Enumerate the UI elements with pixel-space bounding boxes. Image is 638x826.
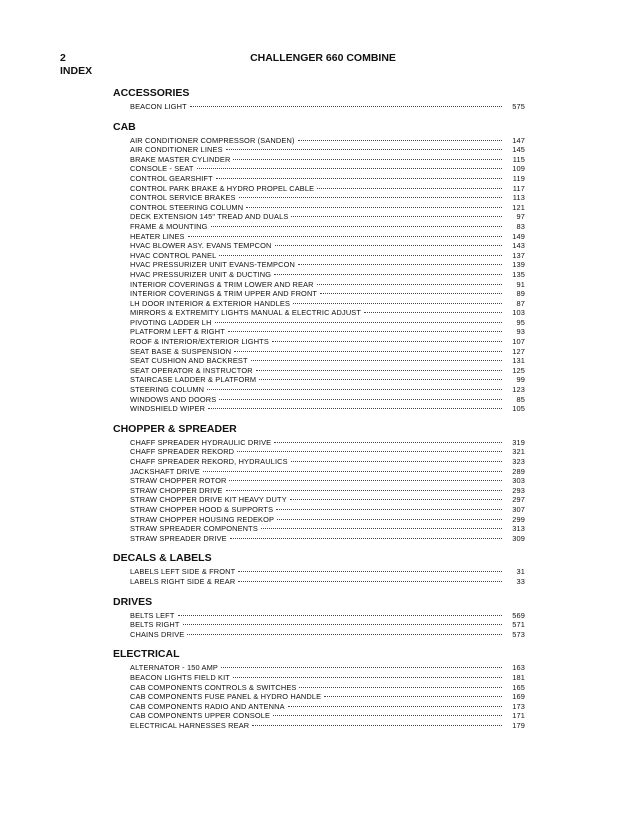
dot-leader (274, 274, 502, 275)
index-entry[interactable] (130, 222, 525, 232)
entry-label: HVAC CONTROL PANEL (130, 250, 217, 260)
index-entry[interactable] (130, 438, 525, 448)
dot-leader (324, 696, 502, 697)
index-section (113, 87, 525, 112)
entry-label: SEAT OPERATOR & INSTRUCTOR (130, 365, 253, 375)
entry-label: BRAKE MASTER CYLINDER (130, 154, 231, 164)
index-entry[interactable] (130, 457, 525, 467)
dot-leader (226, 490, 502, 491)
dot-leader (299, 687, 502, 688)
index-entry[interactable] (130, 467, 525, 477)
index-entry[interactable] (130, 611, 525, 621)
dot-leader (215, 322, 502, 323)
entry-page-number: 121 (512, 202, 525, 212)
index-entry[interactable] (130, 673, 525, 683)
entry-page-number: 303 (512, 476, 525, 486)
index-entry[interactable] (130, 203, 525, 213)
dot-leader (207, 389, 502, 390)
entry-label: STRAW CHOPPER DRIVE KIT HEAVY DUTY (130, 495, 287, 505)
index-entry[interactable] (130, 212, 525, 222)
entry-page-number: 143 (512, 241, 525, 251)
entry-label: ROOF & INTERIOR/EXTERIOR LIGHTS (130, 337, 269, 347)
section-title: DECALS & LABELS (113, 552, 212, 565)
entry-label: STRAW CHOPPER HOOD & SUPPORTS (130, 504, 274, 514)
entry-label: MIRRORS & EXTREMITY LIGHTS MANUAL & ELECTRIC ADJUST (130, 308, 362, 318)
dot-leader (320, 293, 502, 294)
entry-page-number: 165 (512, 682, 525, 692)
entry-page-number: 107 (512, 337, 525, 347)
dot-leader (261, 528, 502, 529)
index-entry[interactable] (130, 366, 525, 376)
entry-page-number: 33 (516, 576, 525, 586)
entry-label: CONTROL GEARSHIFT (130, 173, 213, 183)
page-number: 2 (60, 52, 66, 64)
entry-label: WINDSHIELD WIPER (130, 404, 206, 414)
index-entry[interactable] (130, 447, 525, 457)
dot-leader (293, 303, 502, 304)
entry-page-number: 573 (512, 629, 525, 639)
entry-page-number: 119 (512, 173, 525, 183)
index-section (113, 648, 525, 730)
entry-label: LABELS RIGHT SIDE & REAR (130, 576, 236, 586)
dot-leader (211, 226, 502, 227)
entry-label: HVAC PRESSURIZER UNIT & DUCTING (130, 269, 272, 279)
entry-label: CHAINS DRIVE (130, 629, 185, 639)
entry-page-number: 313 (512, 524, 525, 534)
entry-page-number: 135 (512, 269, 525, 279)
entry-label: STAIRCASE LADDER & PLATFORM (130, 375, 257, 385)
index-entry[interactable] (130, 102, 525, 112)
dot-leader (197, 168, 502, 169)
dot-leader (246, 207, 502, 208)
entry-list (113, 438, 525, 544)
dot-leader (208, 408, 502, 409)
entry-page-number: 109 (512, 164, 525, 174)
entry-label: SEAT BASE & SUSPENSION (130, 346, 232, 356)
dot-leader (273, 715, 502, 716)
index-section (113, 423, 525, 544)
index-section (113, 596, 525, 640)
index-entry[interactable] (130, 327, 525, 337)
entry-page-number: 83 (516, 221, 525, 231)
entry-label: HEATER LINES (130, 231, 185, 241)
entry-page-number: 103 (512, 308, 525, 318)
entry-page-number: 105 (512, 404, 525, 414)
entry-label: STRAW CHOPPER HOUSING REDEKOP (130, 514, 275, 524)
entry-label: STRAW CHOPPER ROTOR (130, 476, 227, 486)
dot-leader (230, 538, 502, 539)
entry-page-number: 147 (512, 135, 525, 145)
index-entry[interactable] (130, 375, 525, 385)
dot-leader (317, 188, 502, 189)
entry-page-number: 181 (512, 672, 525, 682)
entry-label: PIVOTING LADDER LH (130, 317, 212, 327)
index-entry[interactable] (130, 524, 525, 534)
index-entry[interactable] (130, 515, 525, 525)
index-entry[interactable] (130, 280, 525, 290)
entry-page-number: 31 (516, 567, 525, 577)
index-entry[interactable] (130, 486, 525, 496)
entry-page-number: 293 (512, 485, 525, 495)
index-entry[interactable] (130, 721, 525, 731)
index-entry[interactable] (130, 145, 525, 155)
entry-label: ALTERNATOR - 150 AMP (130, 663, 219, 673)
dot-leader (272, 341, 502, 342)
entry-page-number: 171 (512, 711, 525, 721)
entry-label: ELECTRICAL HARNESSES REAR (130, 720, 250, 730)
entry-page-number: 163 (512, 663, 525, 673)
dot-leader (183, 624, 502, 625)
dot-leader (259, 379, 502, 380)
dot-leader (298, 264, 502, 265)
entry-label: CHAFF SPREADER REKORD, HYDRAULICS (130, 457, 288, 466)
index-entry[interactable] (130, 241, 525, 251)
entry-label: CAB COMPONENTS CONTROLS & SWITCHES (130, 682, 297, 692)
entry-label: BELTS LEFT (130, 610, 175, 620)
dot-leader (364, 312, 502, 313)
index-entry[interactable] (130, 692, 525, 702)
entry-label: BEACON LIGHTS FIELD KIT (130, 672, 230, 682)
dot-leader (187, 634, 502, 635)
entry-page-number: 299 (512, 514, 525, 524)
entry-label: CAB COMPONENTS RADIO AND ANTENNA (130, 701, 285, 711)
entry-list (113, 567, 525, 586)
entry-label: HVAC PRESSURIZER UNIT EVANS-TEMPCON (130, 260, 295, 270)
entry-label: CONTROL PARK BRAKE & HYDRO PROPEL CABLE (130, 183, 315, 193)
index-entry[interactable] (130, 270, 525, 280)
dot-leader (190, 106, 502, 107)
entry-page-number: 85 (516, 394, 525, 404)
dot-leader (317, 284, 502, 285)
entry-label: INTERIOR COVERINGS & TRIM LOWER AND REAR (130, 279, 314, 289)
entry-label: CONTROL SERVICE BRAKES (130, 193, 236, 203)
entry-label: STRAW SPREADER COMPONENTS (130, 524, 258, 534)
section-title: ACCESSORIES (113, 87, 190, 99)
entry-label: AIR CONDITIONER COMPRESSOR (SANDEN) (130, 135, 295, 145)
index-entry[interactable] (130, 395, 525, 405)
entry-page-number: 89 (516, 289, 525, 299)
dot-leader (229, 480, 502, 481)
entry-list (113, 611, 525, 640)
section-title: DRIVES (113, 595, 153, 608)
entry-page-number: 97 (516, 212, 525, 222)
index-entry[interactable] (130, 620, 525, 630)
dot-leader (178, 615, 503, 616)
entry-label: AIR CONDITIONER LINES (130, 145, 223, 155)
entry-label: WINDOWS AND DOORS (130, 394, 217, 404)
entry-page-number: 319 (512, 437, 525, 447)
entry-label: DECK EXTENSION 145" TREAD AND DUALS (130, 212, 289, 222)
index-heading: INDEX (60, 65, 93, 77)
entry-page-number: 123 (512, 385, 525, 395)
entry-page-number: 173 (512, 701, 525, 711)
index-entry[interactable] (130, 308, 525, 318)
entry-label: STRAW CHOPPER DRIVE (130, 485, 223, 495)
index-entry[interactable] (130, 385, 525, 395)
entry-page-number: 113 (512, 193, 525, 203)
index-entry[interactable] (130, 711, 525, 721)
index-entry[interactable] (130, 155, 525, 165)
entry-label: INTERIOR COVERINGS & TRIM UPPER AND FRONT (130, 289, 318, 299)
entry-label: FRAME & MOUNTING (130, 221, 208, 231)
entry-page-number: 179 (512, 720, 525, 730)
entry-page-number: 137 (512, 250, 525, 260)
dot-leader (237, 451, 502, 452)
index-entry[interactable] (130, 567, 525, 577)
index-content (113, 87, 525, 739)
index-entry[interactable] (130, 347, 525, 357)
entry-page-number: 117 (512, 183, 525, 193)
dot-leader (219, 255, 502, 256)
index-entry[interactable] (130, 136, 525, 146)
dot-leader (188, 236, 502, 237)
dot-leader (238, 581, 502, 582)
index-entry[interactable] (130, 534, 525, 544)
entry-page-number: 125 (512, 365, 525, 375)
document-title: CHALLENGER 660 COMBINE (250, 52, 396, 64)
dot-leader (238, 571, 502, 572)
entry-list (113, 136, 525, 414)
dot-leader (290, 499, 502, 500)
entry-label: CAB COMPONENTS FUSE PANEL & HYDRO HANDLE (130, 692, 322, 702)
index-entry[interactable] (130, 404, 525, 414)
dot-leader (288, 706, 502, 707)
entry-page-number: 297 (512, 495, 525, 505)
dot-leader (234, 351, 502, 352)
entry-list (113, 663, 525, 730)
section-title: CHOPPER & SPREADER (113, 422, 237, 435)
entry-label: PLATFORM LEFT & RIGHT (130, 327, 225, 337)
dot-leader (233, 159, 502, 160)
dot-leader (275, 245, 502, 246)
index-entry[interactable] (130, 683, 525, 693)
entry-label: SEAT CUSHION AND BACKREST (130, 356, 248, 366)
dot-leader (256, 370, 502, 371)
entry-label: CONSOLE - SEAT (130, 164, 194, 174)
dot-leader (274, 442, 502, 443)
dot-leader (203, 471, 502, 472)
entry-page-number: 289 (512, 466, 525, 476)
dot-leader (298, 140, 502, 141)
entry-page-number: 169 (512, 692, 525, 702)
index-entry[interactable] (130, 702, 525, 712)
entry-page-number: 307 (512, 504, 525, 514)
entry-label: LH DOOR INTERIOR & EXTERIOR HANDLES (130, 298, 291, 308)
dot-leader (216, 178, 502, 179)
dot-leader (228, 331, 502, 332)
entry-page-number: 321 (512, 447, 525, 457)
entry-page-number: 309 (512, 533, 525, 543)
index-entry[interactable] (130, 174, 525, 184)
index-section (113, 552, 525, 586)
entry-page-number: 99 (516, 375, 525, 385)
entry-label: BELTS RIGHT (130, 620, 180, 630)
entry-list (113, 102, 525, 112)
entry-label: CHAFF SPREADER REKORD (130, 447, 235, 457)
section-title: CAB (113, 120, 136, 133)
entry-page-number: 575 (512, 102, 525, 111)
entry-page-number: 145 (512, 145, 525, 155)
dot-leader (277, 519, 502, 520)
entry-page-number: 149 (512, 231, 525, 241)
index-entry[interactable] (130, 337, 525, 347)
entry-label: CONTROL STEERING COLUMN (130, 202, 244, 212)
index-entry[interactable] (130, 184, 525, 194)
entry-page-number: 569 (512, 610, 525, 620)
entry-label: CAB COMPONENTS UPPER CONSOLE (130, 711, 271, 721)
entry-page-number: 127 (512, 346, 525, 356)
entry-page-number: 139 (512, 260, 525, 270)
entry-page-number: 571 (512, 620, 525, 630)
dot-leader (291, 216, 502, 217)
index-section (113, 121, 525, 414)
index-entry[interactable] (130, 505, 525, 515)
dot-leader (252, 725, 502, 726)
dot-leader (233, 677, 502, 678)
entry-page-number: 131 (512, 356, 525, 366)
entry-page-number: 87 (516, 298, 525, 308)
entry-label: LABELS LEFT SIDE & FRONT (130, 567, 236, 577)
entry-label: STEERING COLUMN (130, 385, 205, 395)
dot-leader (226, 149, 502, 150)
entry-page-number: 323 (512, 457, 525, 466)
entry-label: HVAC BLOWER ASY. EVANS TEMPCON (130, 241, 272, 251)
index-entry[interactable] (130, 260, 525, 270)
index-entry[interactable] (130, 232, 525, 242)
dot-leader (239, 197, 502, 198)
index-entry[interactable] (130, 577, 525, 587)
index-entry[interactable] (130, 193, 525, 203)
dot-leader (291, 461, 502, 462)
index-entry[interactable] (130, 164, 525, 174)
index-entry[interactable] (130, 495, 525, 505)
entry-label: STRAW SPREADER DRIVE (130, 533, 227, 543)
index-entry[interactable] (130, 630, 525, 640)
index-entry[interactable] (130, 476, 525, 486)
entry-page-number: 95 (516, 317, 525, 327)
index-entry[interactable] (130, 318, 525, 328)
entry-label: BEACON LIGHT (130, 102, 187, 111)
entry-page-number: 91 (516, 279, 525, 289)
index-entry[interactable] (130, 289, 525, 299)
dot-leader (219, 399, 502, 400)
entry-page-number: 115 (512, 154, 525, 164)
index-entry[interactable] (130, 299, 525, 309)
index-entry[interactable] (130, 251, 525, 261)
index-entry[interactable] (130, 663, 525, 673)
dot-leader (276, 509, 502, 510)
dot-leader (221, 667, 502, 668)
entry-label: JACKSHAFT DRIVE (130, 466, 200, 476)
entry-page-number: 93 (516, 327, 525, 337)
section-title: ELECTRICAL (113, 648, 180, 661)
index-entry[interactable] (130, 356, 525, 366)
dot-leader (251, 360, 502, 361)
entry-label: CHAFF SPREADER HYDRAULIC DRIVE (130, 437, 272, 447)
